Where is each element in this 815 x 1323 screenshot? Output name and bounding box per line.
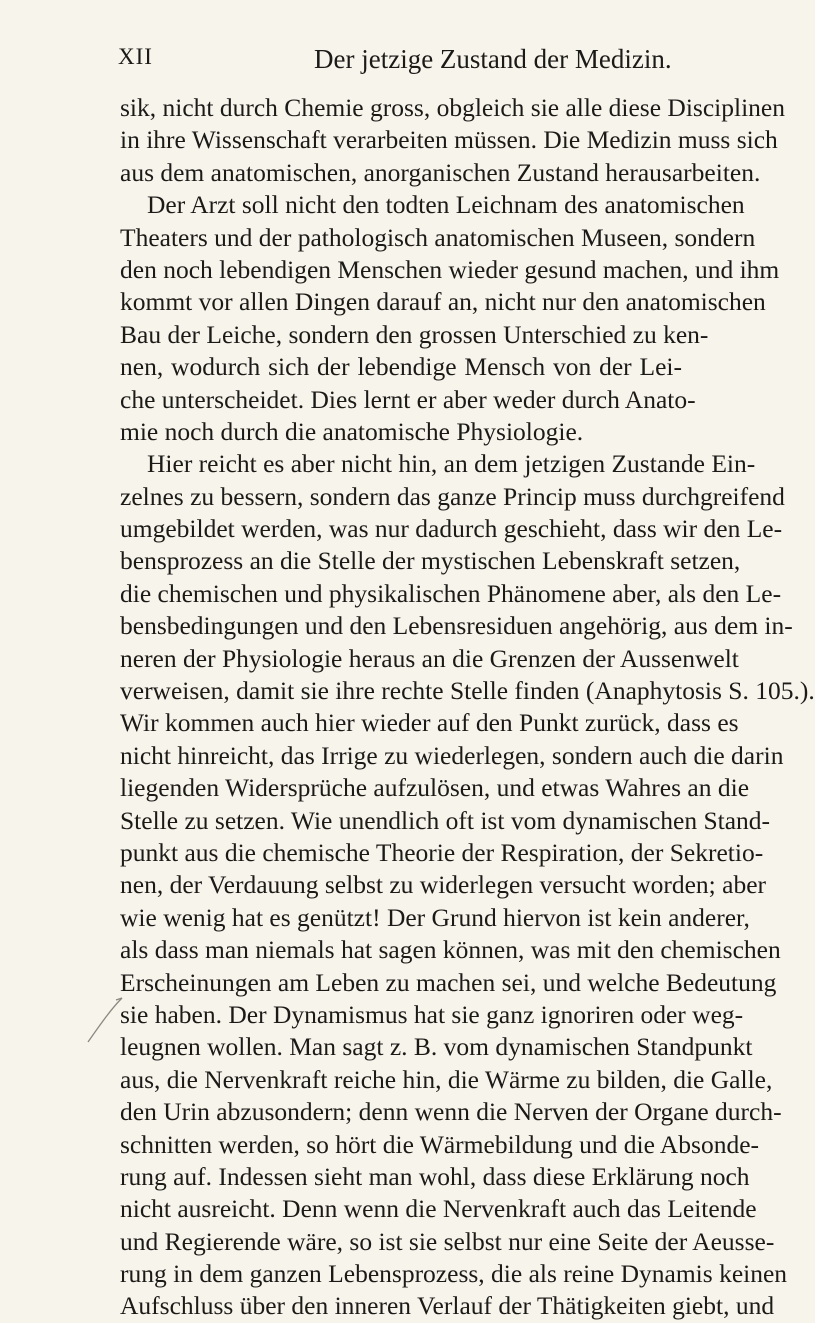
text-line: bensbedingungen und den Lebensresiduen angehörig, aus dem in- [120, 611, 793, 641]
text-line: die chemischen und physikalischen Phänomene aber, als den Le- [120, 578, 782, 608]
text-line: schnitten werden, so hört die Wärmebildung und die Absonde- [120, 1129, 760, 1159]
text-line: und Regierende wäre, so ist sie selbst nur eine Seite der Aeusse- [120, 1226, 775, 1256]
text-line: aus dem anatomischen, anorganischen Zustand herausarbeiten. [120, 157, 761, 187]
text-line: mie noch durch die anatomische Physiologie. [120, 416, 584, 446]
body-text [120, 92, 815, 1323]
text-line: bensprozess an die Stelle der mystischen Lebenskraft setzen, [120, 546, 741, 576]
text-line: Hier reicht es aber nicht hin, an dem jetzigen Zustande Ein- [147, 449, 756, 479]
text-line: nen, der Verdauung selbst zu widerlegen versucht worden; aber [120, 870, 767, 900]
text-line: Theaters und der pathologisch anatomischen Museen, sondern [120, 222, 756, 252]
text-line: kommt vor allen Dingen darauf an, nicht nur den anatomischen [120, 287, 766, 317]
text-line: che unterscheidet. Dies lernt er aber weder durch Anato- [120, 384, 696, 414]
text-line: den Urin abzusondern; denn wenn die Nerven der Organe durch- [120, 1097, 782, 1127]
text-line: Wir kommen auch hier wieder auf den Punkt zurück, dass es [120, 708, 739, 738]
text-line: Erscheinungen am Leben zu machen sei, und welche Bedeutung [120, 967, 777, 997]
text-line: nen, wodurch sich der lebendige Mensch von der Lei- [120, 352, 682, 382]
text-line: Stelle zu setzen. Wie unendlich oft ist vom dynamischen Stand- [120, 805, 771, 835]
text-line: Bau der Leiche, sondern den grossen Unterschied zu ken- [120, 319, 709, 349]
text-line: liegenden Widersprüche aufzulösen, und etwas Wahres an die [120, 773, 750, 803]
text-line: umgebildet werden, was nur dadurch geschieht, dass wir den Le- [120, 514, 783, 544]
text-line: verweisen, damit sie ihre rechte Stelle finden (Anaphytosis S. 105.). [120, 676, 815, 706]
running-head [118, 44, 678, 84]
text-line: nicht hinreicht, das Irrige zu wiederlegen, sondern auch die darin [120, 740, 784, 770]
text-line: aus, die Nervenkraft reiche hin, die Wärme zu bilden, die Galle, [120, 1064, 773, 1094]
text-line: sie haben. Der Dynamismus hat sie ganz ignoriren oder weg- [120, 999, 744, 1029]
text-line: wie wenig hat es genützt! Der Grund hiervon ist kein anderer, [120, 902, 750, 932]
text-line: sik, nicht durch Chemie gross, obgleich sie alle diese Disciplinen [120, 93, 785, 122]
chapter-title: Der jetzige Zustand der Medizin. [314, 44, 672, 74]
page-number: XII [118, 44, 153, 69]
text-line: punkt aus die chemische Theorie der Respiration, der Sekretio- [120, 837, 764, 867]
text-line: den noch lebendigen Menschen wieder gesund machen, und ihm [120, 254, 780, 284]
text-line: nicht ausreicht. Denn wenn die Nervenkraft auch das Leitende [120, 1194, 757, 1224]
text-line: leugnen wollen. Man sagt z. B. vom dynamischen Standpunkt [120, 1032, 753, 1062]
text-line: Der Arzt soll nicht den todten Leichnam des anatomischen [147, 190, 745, 220]
text-line: als dass man niemals hat sagen können, was mit den chemischen [120, 935, 781, 965]
pencil-margin-mark [82, 994, 128, 1046]
text-line: zelnes zu bessern, sondern das ganze Princip muss durchgreifend [120, 481, 785, 511]
text-line: neren der Physiologie heraus an die Grenzen der Aussenwelt [120, 643, 739, 673]
text-line: Aufschluss über den inneren Verlauf der Thätigkeiten giebt, und [120, 1291, 775, 1321]
text-line: rung auf. Indessen sieht man wohl, dass diese Erklärung noch [120, 1161, 750, 1191]
text-line: in ihre Wissenschaft verarbeiten müssen. Die Medizin muss sich [120, 125, 778, 155]
text-line: rung in dem ganzen Lebensprozess, die als reine Dynamis keinen [120, 1259, 788, 1289]
